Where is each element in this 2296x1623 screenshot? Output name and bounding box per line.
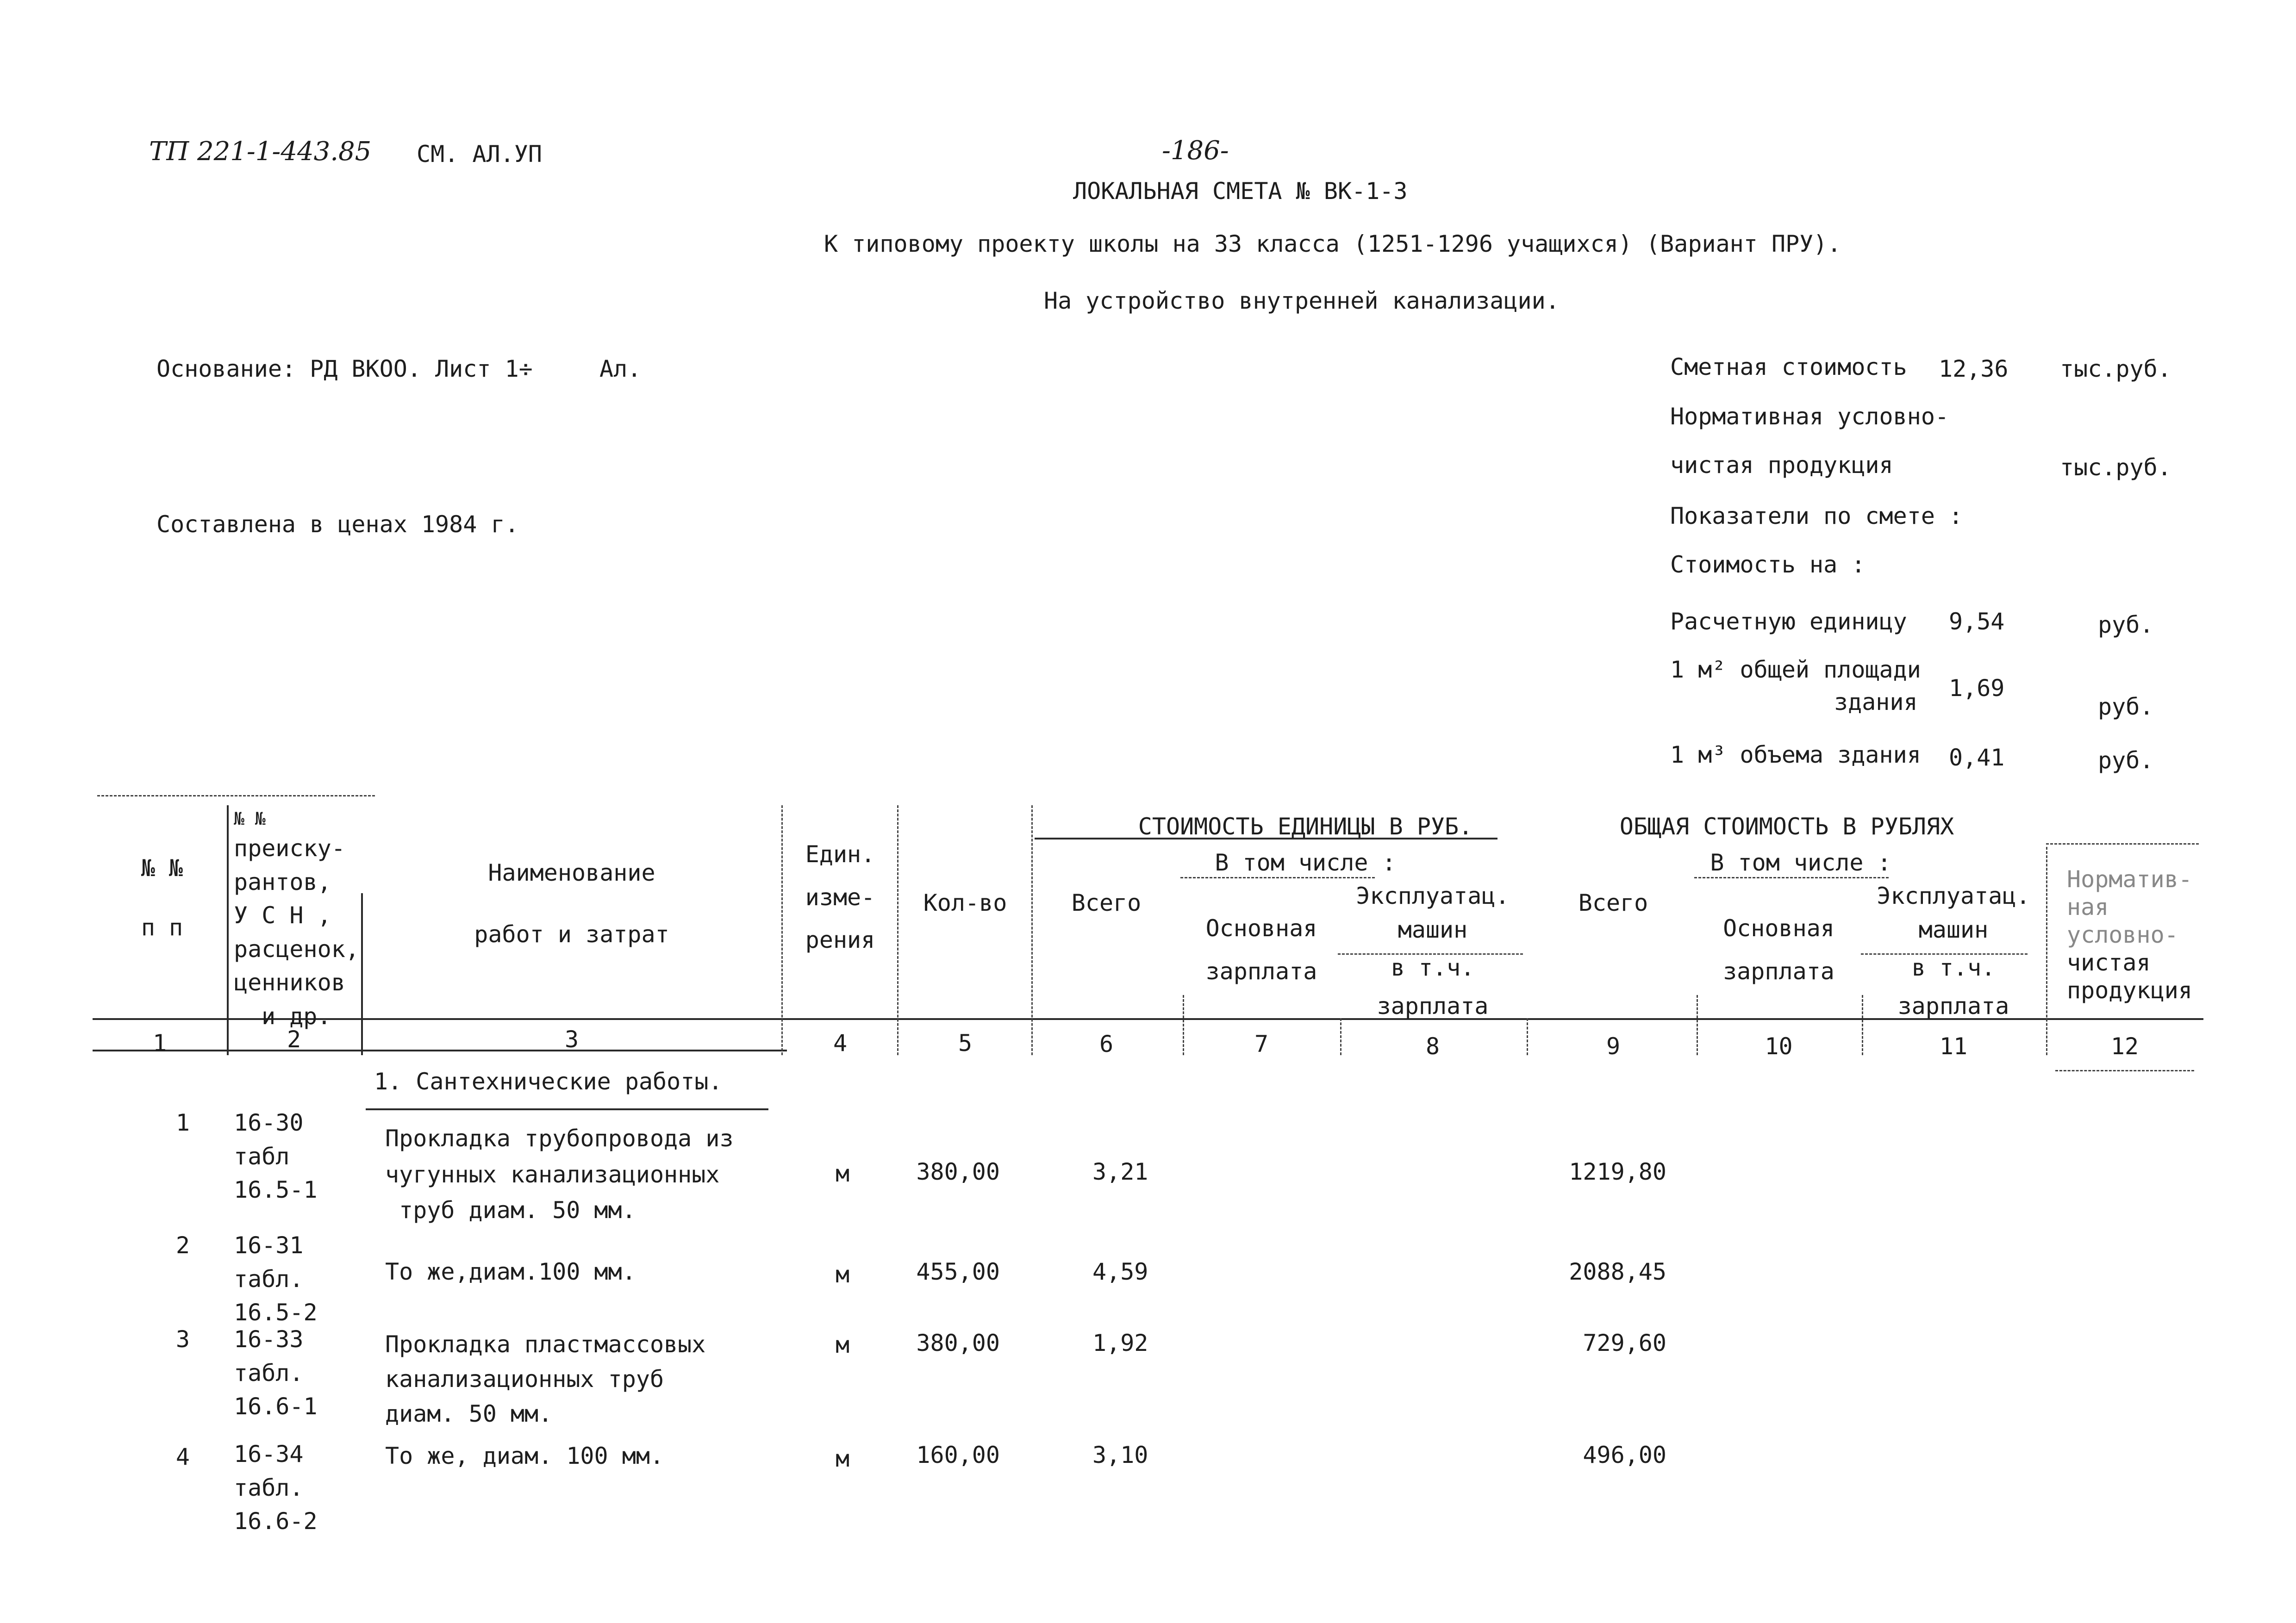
normative-label-line2: чистая продукция: [1670, 452, 1893, 479]
col12-header-line2: ная: [2067, 894, 2109, 920]
total-cost-incl-header: В том числе :: [1710, 849, 1891, 876]
cost-per-label: Стоимость на :: [1670, 551, 1866, 578]
unit-cost-group-header: СТОИМОСТЬ ЕДИНИЦЫ В РУБ.: [1138, 813, 1473, 840]
row-code-line1: 16-31: [234, 1232, 304, 1259]
row-code-line2: табл: [234, 1143, 290, 1170]
unit-cost-unit: руб.: [2098, 611, 2154, 638]
col3-header-line2: работ и затрат: [474, 920, 669, 948]
row-name-line1: Прокладка пластмассовых: [385, 1331, 706, 1358]
col-number-1: 1: [152, 1030, 167, 1057]
page-title: ЛОКАЛЬНАЯ СМЕТА № ВК-1-3: [1073, 178, 1408, 205]
col12-header-line5: продукция: [2067, 977, 2192, 1004]
row-quantity: 380,00: [916, 1158, 1000, 1185]
estimated-cost-label: Сметная стоимость: [1670, 354, 1907, 380]
col4-header-line1: Един.: [805, 841, 875, 868]
col12-header-line4: чистая: [2067, 949, 2151, 976]
row-name-line1: Прокладка трубопровода из: [385, 1125, 734, 1152]
col5-header: Кол-во: [923, 889, 1007, 916]
volume-cost-value: 0,41: [1949, 744, 2005, 771]
row-code-line3: 16.6-2: [234, 1508, 318, 1535]
area-cost-label-line1: 1 м² общей площади: [1670, 656, 1921, 683]
col10-header-line2: зарплата: [1723, 958, 1834, 985]
column-number-rule-right: [2055, 1070, 2194, 1071]
row-name: [385, 1121, 734, 1229]
row-unit: м: [835, 1331, 850, 1358]
row-quantity: 160,00: [916, 1442, 1000, 1468]
row-number: 3: [175, 1326, 190, 1353]
volume-cost-unit: руб.: [2098, 747, 2154, 774]
row-code: [234, 1229, 318, 1330]
album-reference: СМ. АЛ.УП: [417, 141, 542, 168]
col-divider-3: [781, 805, 783, 1055]
col-divider-9: [1697, 995, 1698, 1055]
row-name-line1: То же, диам. 100 мм.: [385, 1443, 664, 1469]
col-divider-5: [1031, 805, 1033, 1055]
col2-header-line4: У С Н ,: [234, 902, 331, 929]
estimated-cost-unit: тыс.руб.: [2060, 355, 2171, 382]
col2-header-line5: расценок,: [234, 935, 359, 963]
col9-header: Всего: [1578, 889, 1648, 916]
col2-header-line1: № №: [234, 808, 266, 829]
row-unit-total: 3,21: [1092, 1158, 1148, 1185]
col2-header: [234, 806, 363, 1033]
col2-header-line7: и др.: [262, 1002, 331, 1030]
row-unit-total: 1,92: [1092, 1330, 1148, 1356]
unit-cost-value: 9,54: [1949, 608, 2005, 635]
col4-header: [787, 838, 893, 957]
row-quantity: 455,00: [916, 1258, 1000, 1285]
row-unit-total: 3,10: [1092, 1442, 1148, 1468]
area-cost-value: 1,69: [1949, 675, 2005, 702]
col8-header: [1342, 879, 1523, 1023]
row-name-line2: канализационных труб: [385, 1366, 664, 1393]
volume-cost-label: 1 м³ объема здания: [1670, 741, 1921, 768]
normative-unit: тыс.руб.: [2060, 454, 2171, 481]
col2-header-line6: ценников: [234, 969, 345, 996]
col-number-8: 8: [1425, 1033, 1440, 1060]
row-quantity: 380,00: [916, 1330, 1000, 1356]
row-name-line3: диам. 50 мм.: [385, 1400, 553, 1427]
estimated-cost-value: 12,36: [1939, 355, 2009, 382]
table-top-rule-right: [2046, 843, 2199, 845]
col8-header-line3: в т.ч.: [1391, 954, 1475, 981]
total-cost-group-header: ОБЩАЯ СТОИМОСТЬ В РУБЛЯХ: [1619, 813, 1954, 840]
col-number-2: 2: [287, 1026, 301, 1053]
row-number: 1: [175, 1109, 190, 1136]
col8-header-line2: машин: [1398, 916, 1468, 943]
col11-header-line3: в т.ч.: [1911, 954, 1996, 981]
row-total: 1219,80: [1569, 1158, 1666, 1185]
col-number-4: 4: [833, 1030, 848, 1057]
row-code-line3: 16.5-1: [234, 1176, 318, 1203]
col11-header: [1863, 879, 2044, 1023]
col3-header-line1: Наименование: [488, 859, 655, 886]
col7-header: [1185, 912, 1338, 988]
row-code: [234, 1323, 318, 1424]
page-subtitle: К типовому проекту школы на 33 класса (1251-1296 учащихся) (Вариант ПРУ).: [824, 230, 1841, 257]
col-number-9: 9: [1606, 1033, 1621, 1060]
row-unit: м: [835, 1160, 850, 1187]
normative-label-line1: Нормативная условно-: [1670, 403, 1949, 430]
col12-header-line1: Норматив-: [2067, 866, 2192, 893]
col2-header-line3: рантов,: [234, 868, 331, 895]
col8-header-line4: зарплата: [1377, 992, 1489, 1020]
row-total: 729,60: [1583, 1330, 1666, 1356]
col2-header-line2: преиску-: [234, 835, 345, 862]
col-divider-4: [897, 805, 898, 1055]
col-number-5: 5: [958, 1030, 973, 1057]
basis-label: Основание: РД ВКОО. Лист 1÷: [156, 355, 533, 382]
document-code: ТП 221-1-443.85: [149, 137, 372, 167]
col10-header: [1699, 912, 1859, 988]
row-total: 2088,45: [1569, 1258, 1666, 1285]
row-unit: м: [835, 1445, 850, 1472]
section-title: 1. Сантехнические работы.: [374, 1068, 723, 1095]
row-unit: м: [835, 1261, 850, 1288]
col11-header-line4: зарплата: [1897, 992, 2009, 1020]
col-divider-7: [1340, 1018, 1341, 1055]
col4-header-line2: изме-: [805, 883, 875, 911]
basis-suffix: Ал.: [599, 355, 642, 382]
col-divider-1: [227, 805, 229, 1055]
row-code-line1: 16-30: [234, 1109, 304, 1136]
row-code-line3: 16.6-1: [234, 1393, 318, 1420]
col6-header: Всего: [1071, 889, 1142, 916]
col3-header: [366, 856, 778, 951]
col7-header-line2: зарплата: [1205, 958, 1317, 985]
row-code-line1: 16-34: [234, 1441, 304, 1468]
page-number: -186-: [1162, 136, 1229, 166]
col-divider-6: [1183, 995, 1184, 1055]
row-code-line2: табл.: [234, 1265, 304, 1293]
row-name: [385, 1439, 664, 1473]
col-number-11: 11: [1939, 1033, 1968, 1060]
row-total: 496,00: [1583, 1442, 1666, 1468]
indicators-label: Показатели по смете :: [1670, 503, 1963, 529]
section-underline: [366, 1108, 768, 1110]
col12-header-line3: условно-: [2067, 921, 2178, 948]
col-divider-8: [1527, 1018, 1528, 1055]
col7-header-line1: Основная: [1205, 915, 1317, 942]
prices-note: Составлена в ценах 1984 г.: [156, 511, 519, 538]
row-name-line1: То же,диам.100 мм.: [385, 1258, 636, 1285]
col-number-7: 7: [1254, 1031, 1269, 1057]
estimate-subject: На устройство внутренней канализации.: [1044, 287, 1560, 314]
unit-cost-incl-header: В том числе :: [1215, 849, 1396, 876]
row-name: [385, 1255, 636, 1289]
table-top-rule: [97, 795, 375, 796]
col-divider-11: [2046, 847, 2047, 1055]
col-number-12: 12: [2110, 1033, 2139, 1060]
col-number-6: 6: [1099, 1031, 1114, 1057]
row-name-line3: труб диам. 50 мм.: [399, 1197, 636, 1224]
col8-header-line1: Эксплуатац.: [1356, 883, 1510, 909]
col11-header-line1: Эксплуатац.: [1877, 883, 2030, 909]
row-code: [234, 1106, 318, 1207]
col12-header: [2067, 865, 2201, 1004]
unit-cost-label: Расчетную единицу: [1670, 608, 1907, 635]
col1-header: [102, 852, 222, 944]
col10-header-line1: Основная: [1723, 915, 1834, 942]
row-code: [234, 1437, 318, 1538]
row-number: 4: [175, 1443, 190, 1470]
row-code-line3: 16.5-2: [234, 1299, 318, 1326]
row-name: [385, 1327, 705, 1431]
col1-header-line2: п п: [141, 914, 183, 941]
row-name-line2: чугунных канализационных: [385, 1161, 720, 1188]
col4-header-line3: рения: [805, 927, 875, 953]
row-code-line2: табл.: [234, 1359, 304, 1387]
row-code-line1: 16-33: [234, 1326, 304, 1353]
row-code-line2: табл.: [234, 1474, 304, 1501]
col-number-3: 3: [564, 1026, 579, 1053]
col1-header-line1: № №: [141, 855, 183, 882]
area-cost-unit: руб.: [2098, 693, 2154, 720]
area-cost-label-line2: здания: [1834, 689, 1918, 715]
row-unit-total: 4,59: [1092, 1258, 1148, 1285]
col11-header-line2: машин: [1918, 916, 1989, 943]
col-number-10: 10: [1765, 1033, 1793, 1060]
row-number: 2: [175, 1232, 190, 1259]
